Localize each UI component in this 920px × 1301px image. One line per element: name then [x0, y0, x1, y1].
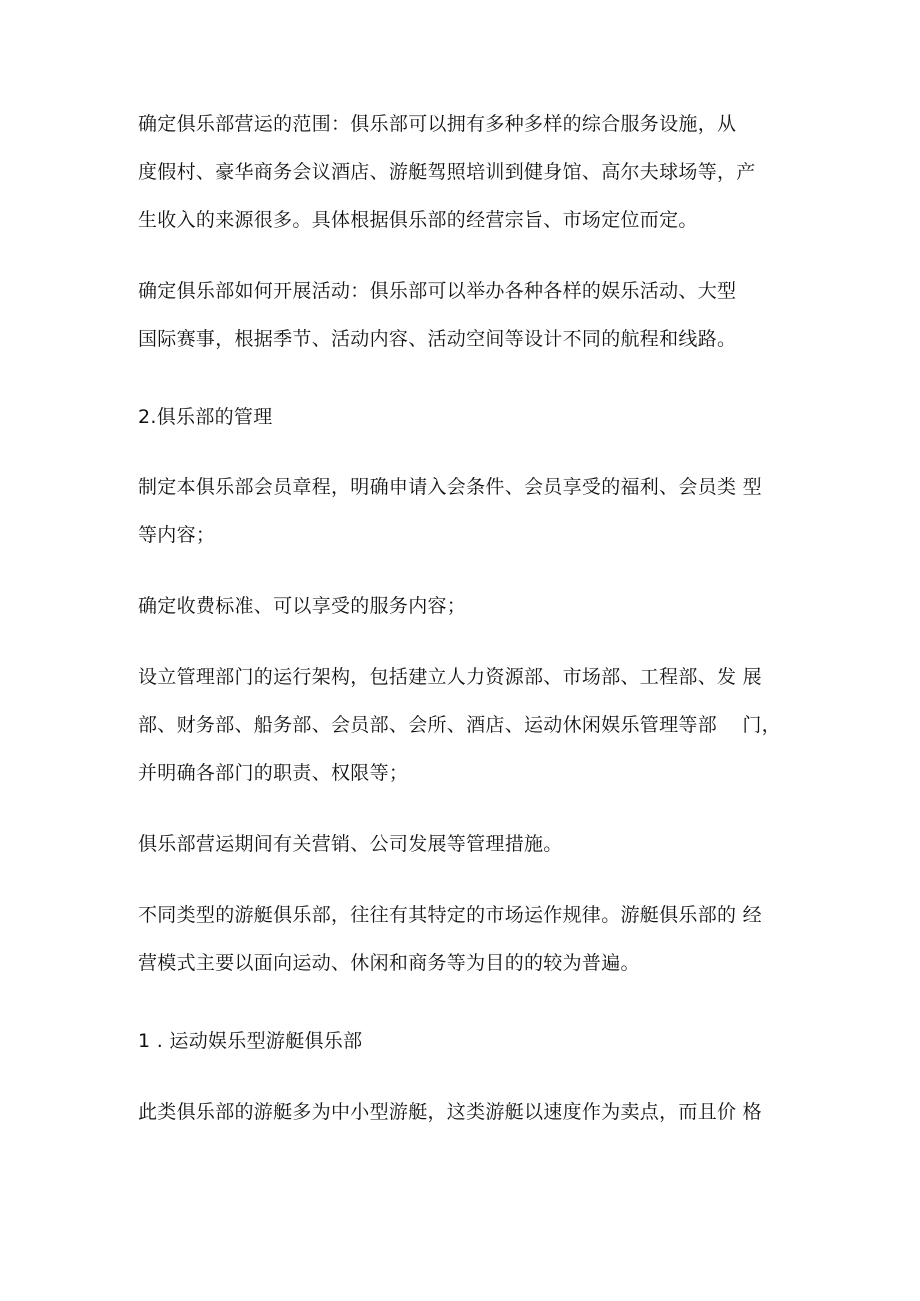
paragraph-line: 并明确各部门的职责、权限等； — [138, 762, 409, 784]
paragraph-line: 部、财务部、船务部、会员部、会所、酒店、运动休闲娱乐管理等部 门， — [138, 714, 781, 736]
paragraph-line: 国际赛事，根据季节、活动内容、活动空间等设计不同的航程和线路。 — [138, 328, 737, 350]
paragraph-line: 度假村、豪华商务会议酒店、游艇驾照培训到健身馆、高尔夫球场等，产 — [138, 161, 756, 183]
section-heading: 1 . 运动娱乐型游艇俱乐部 — [138, 1030, 363, 1052]
section-heading: 2.俱乐部的管理 — [138, 406, 273, 428]
paragraph-line: 此类俱乐部的游艇多为中小型游艇，这类游艇以速度作为卖点，而且价 格 — [138, 1101, 762, 1123]
paragraph-line: 不同类型的游艇俱乐部，往往有其特定的市场运作规律。游艇俱乐部的 经 — [138, 904, 762, 926]
paragraph-line: 确定俱乐部如何开展活动：俱乐部可以举办各种各样的娱乐活动、大型 — [138, 280, 737, 302]
paragraph-line: 设立管理部门的运行架构，包括建立人力资源部、市场部、工程部、发 展 — [138, 666, 762, 688]
paragraph-line: 等内容； — [138, 524, 216, 546]
paragraph-line: 制定本俱乐部会员章程，明确申请入会条件、会员享受的福利、会员类 型 — [138, 476, 762, 498]
paragraph-line: 营模式主要以面向运动、休闲和商务等为目的的较为普遍。 — [138, 952, 640, 974]
paragraph-line: 俱乐部营运期间有关营销、公司发展等管理措施。 — [138, 833, 563, 855]
paragraph-line: 确定俱乐部营运的范围：俱乐部可以拥有多种多样的综合服务设施，从 — [138, 113, 737, 135]
paragraph-line: 确定收费标准、可以享受的服务内容； — [138, 595, 467, 617]
paragraph-line: 生收入的来源很多。具体根据俱乐部的经营宗旨、市场定位而定。 — [138, 209, 698, 231]
